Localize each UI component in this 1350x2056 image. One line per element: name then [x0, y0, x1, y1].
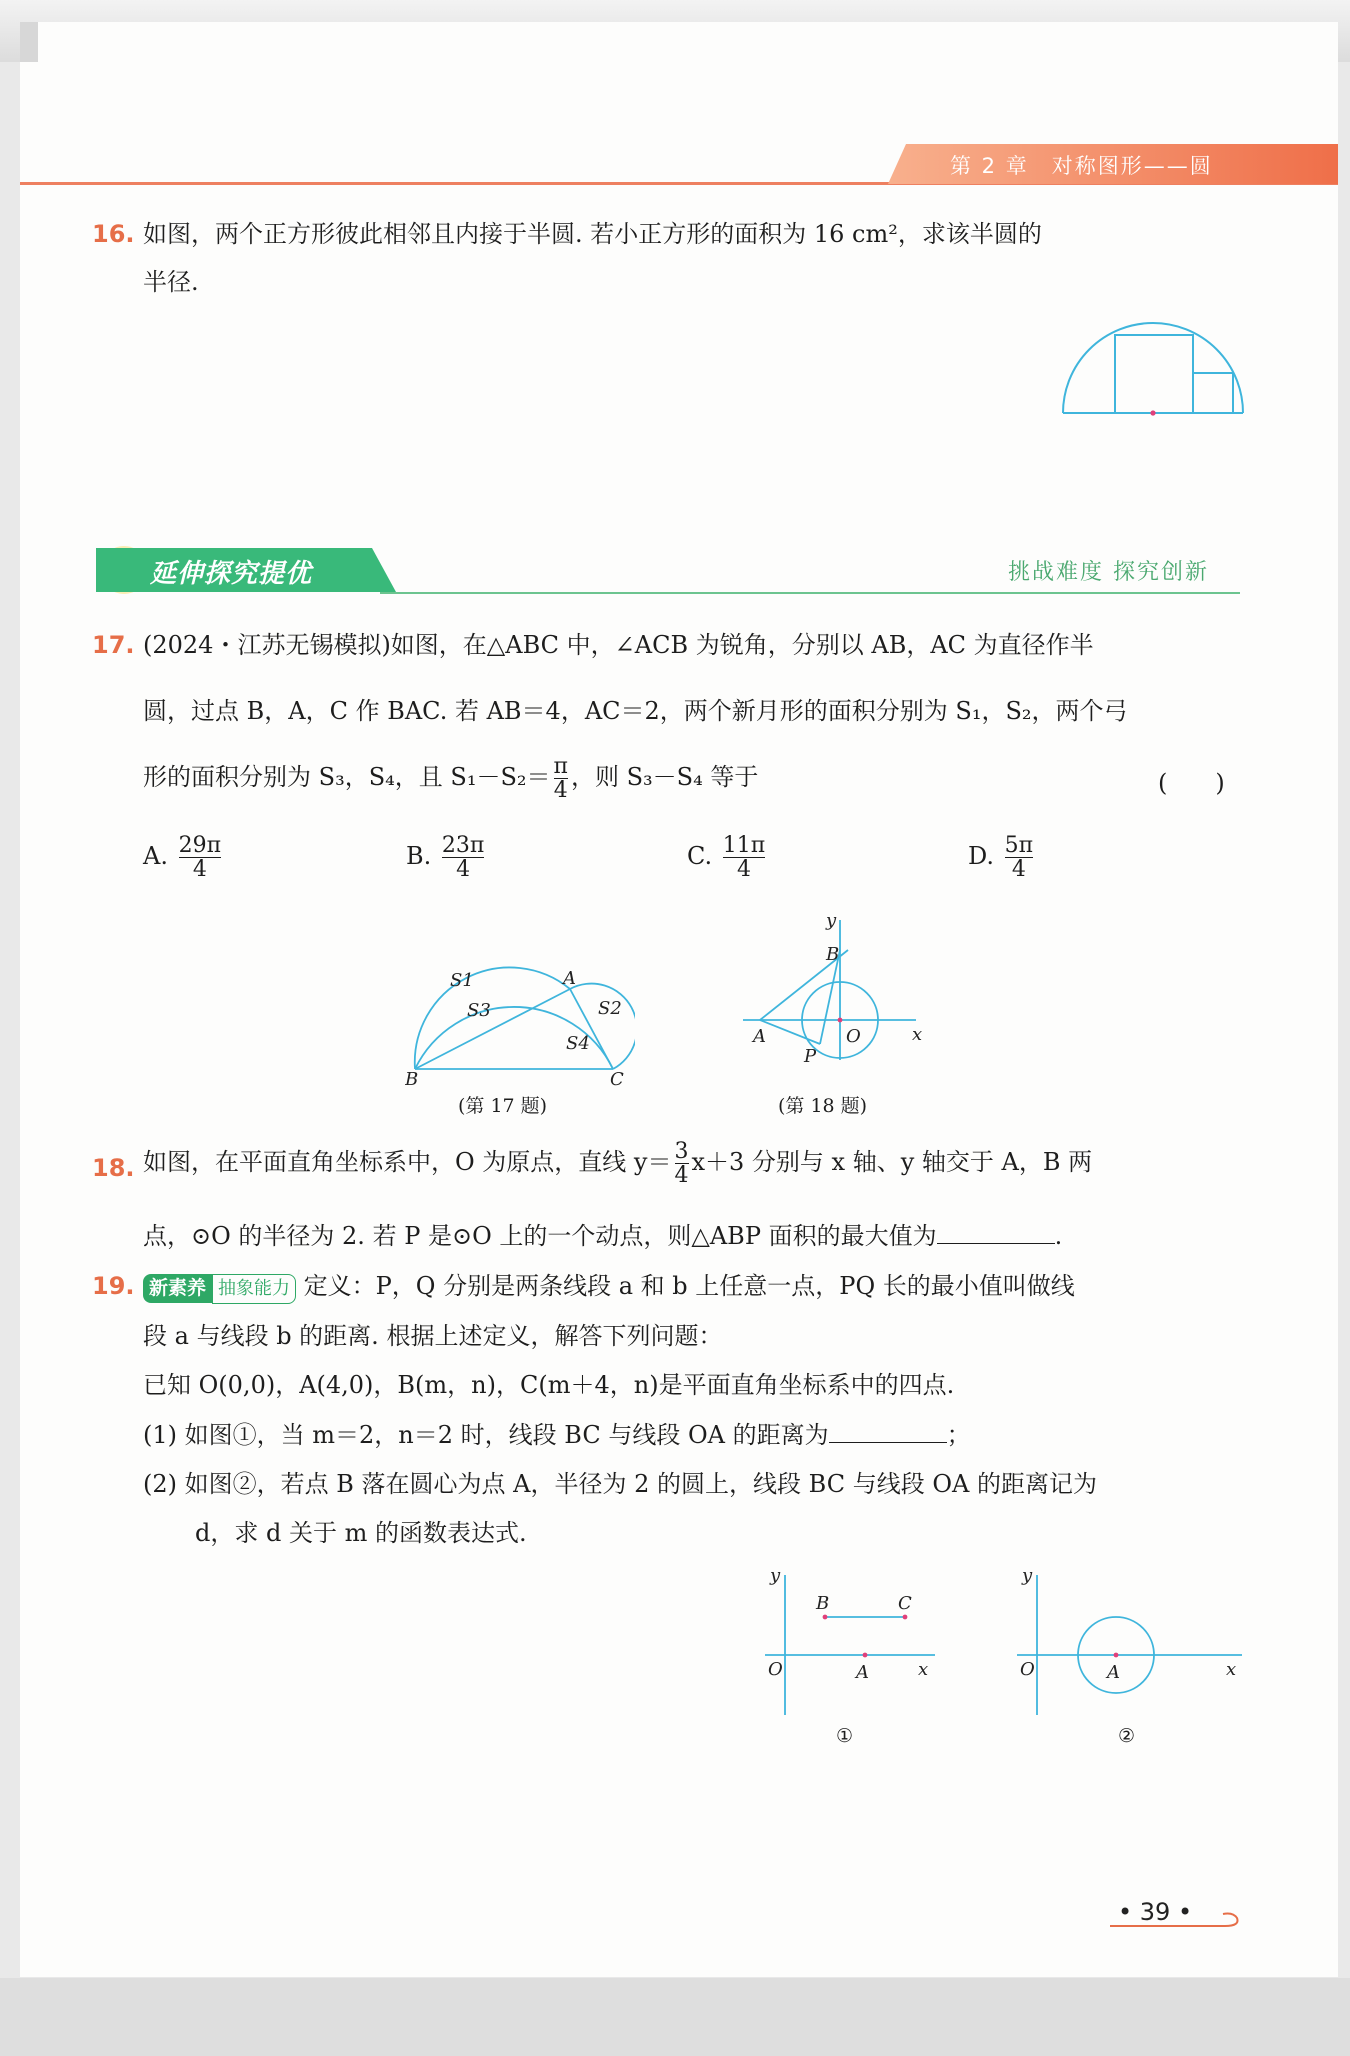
question-19-number: 19.: [92, 1272, 135, 1300]
option-b-num: 23π: [441, 833, 485, 858]
label-c: C: [898, 1593, 912, 1614]
bottom-margin-band: [0, 1978, 1350, 2056]
question-19-line6: d，求 d 关于 m 的函数表达式.: [195, 1519, 527, 1547]
answer-blank-19[interactable]: [829, 1420, 947, 1443]
fraction-3-over-4: [675, 1140, 689, 1187]
question-18-line1-start: 如图，在平面直角坐标系中，O 为原点，直线 y＝: [143, 1148, 672, 1177]
question-19-line5: (2) 如图②，若点 B 落在圆心为点 A，半径为 2 的圆上，线段 BC 与线段 OA 的距离记为: [143, 1470, 1097, 1498]
question-19-line1: [143, 1268, 1075, 1305]
figure-19-1-caption: ①: [836, 1725, 854, 1747]
fraction-numerator: 3: [674, 1139, 689, 1164]
arc-ac: [570, 984, 635, 1069]
question-17-line1: (2024・江苏无锡模拟)如图，在△ABC 中，∠ACB 为锐角，分别以 AB，AC 为直径作半: [143, 631, 1094, 659]
label-y: y: [826, 910, 837, 931]
option-d[interactable]: [968, 834, 1036, 881]
label-b: B: [816, 1593, 830, 1614]
segment-ap: [760, 1020, 820, 1044]
page-number: • 39 •: [1118, 1898, 1193, 1926]
question-16-figure: [1055, 318, 1250, 418]
figure-19-1: [760, 1565, 940, 1725]
center-point: [1150, 410, 1155, 415]
option-b[interactable]: [406, 834, 487, 881]
label-a: A: [563, 968, 576, 989]
label-s4: S4: [566, 1033, 590, 1054]
answer-blank-18[interactable]: [937, 1221, 1055, 1244]
option-a-label: A.: [143, 842, 168, 871]
answer-parentheses: ( ): [1158, 769, 1225, 797]
figure-17-caption: (第 17 题): [458, 1095, 548, 1117]
question-16-line1: 如图，两个正方形彼此相邻且内接于半圆. 若小正方形的面积为 16 cm²，求该半圆的: [143, 220, 1042, 248]
section-title: 延伸探究提优: [150, 559, 313, 589]
point-c: [903, 1615, 908, 1620]
page-edge-shadow: [20, 22, 38, 62]
figure-18: [738, 910, 938, 1070]
option-a-den: 4: [179, 857, 221, 881]
fraction-denominator: 4: [674, 1163, 689, 1189]
label-p: P: [804, 1046, 817, 1067]
large-square: [1115, 335, 1193, 413]
option-d-fraction: [1005, 834, 1033, 881]
option-c-fraction: [723, 834, 765, 881]
badge-abstraction: 抽象能力: [212, 1274, 296, 1304]
label-s1: S1: [450, 970, 474, 991]
label-x: x: [912, 1024, 923, 1045]
question-19-line2: 段 a 与线段 b 的距离. 根据上述定义，解答下列问题：: [143, 1322, 723, 1350]
badge-new-literacy: 新素养: [143, 1274, 212, 1303]
question-19-part1-end: ；: [946, 1421, 971, 1449]
question-17-line3-start: 形的面积分别为 S₃，S₄，且 S₁－S₂＝: [143, 763, 551, 792]
label-o: O: [846, 1026, 861, 1047]
arc-ab: [415, 967, 570, 1069]
option-d-den: 4: [1005, 857, 1033, 881]
label-x: x: [918, 1659, 929, 1680]
figure-18-caption: (第 18 题): [778, 1095, 868, 1117]
figure-19-2-caption: ②: [1118, 1725, 1136, 1747]
label-y: y: [770, 1565, 781, 1586]
question-19-line4: [143, 1417, 971, 1454]
section-rule: [380, 592, 1240, 594]
option-c-num: 11π: [722, 833, 766, 858]
point-a: [863, 1653, 868, 1658]
fraction-numerator: π: [553, 754, 568, 779]
question-18-line2-end: .: [1054, 1222, 1063, 1250]
option-d-label: D.: [968, 842, 995, 871]
option-a-num: 29π: [178, 833, 222, 858]
question-16-line2: 半径.: [143, 268, 199, 296]
question-18-line2: [143, 1218, 1062, 1255]
option-a-fraction: [179, 834, 221, 881]
label-b: B: [826, 944, 840, 965]
label-s3: S3: [467, 1000, 491, 1021]
figure-17: [405, 948, 635, 1088]
label-b: B: [405, 1069, 419, 1088]
option-c-label: C.: [687, 842, 713, 871]
question-17-line3: [143, 755, 758, 802]
semicircle-arc: [1063, 323, 1243, 413]
label-y: y: [1022, 1565, 1033, 1586]
label-o: O: [1020, 1659, 1035, 1680]
question-17-number: 17.: [92, 631, 135, 659]
option-c-den: 4: [723, 857, 765, 881]
figure-19-2: [1012, 1565, 1252, 1725]
question-16-number: 16.: [92, 220, 135, 248]
label-a: A: [1107, 1662, 1120, 1683]
label-c: C: [610, 1069, 624, 1088]
question-18-line1-end: x＋3 分别与 x 轴、y 轴交于 A，B 两: [691, 1148, 1093, 1177]
small-square: [1193, 373, 1233, 413]
option-b-label: B.: [406, 842, 432, 871]
question-18-line2-text: 点，⊙O 的半径为 2. 若 P 是⊙O 上的一个动点，则△ABP 面积的最大值为: [143, 1222, 937, 1250]
fraction-pi-over-4: [554, 755, 568, 802]
label-o: O: [768, 1659, 783, 1680]
chapter-title: 第 2 章 对称图形——圆: [950, 154, 1213, 178]
option-a[interactable]: [143, 834, 224, 881]
option-b-fraction: [442, 834, 484, 881]
option-c[interactable]: [687, 834, 768, 881]
question-18-number: 18.: [92, 1154, 135, 1182]
question-17-line2: 圆，过点 B，A，C 作 BAC. 若 AB＝4，AC＝2，两个新月形的面积分别为 S₁，S₂，两个弓: [143, 697, 1128, 725]
point-b: [823, 1615, 828, 1620]
origin-point: [838, 1018, 843, 1023]
question-19-line3: 已知 O(0,0)，A(4,0)，B(m，n)，C(m＋4，n)是平面直角坐标系中的四点.: [143, 1371, 955, 1399]
point-a: [1114, 1653, 1119, 1658]
option-b-den: 4: [442, 857, 484, 881]
question-19-part1-text: (1) 如图①，当 m＝2，n＝2 时，线段 BC 与线段 OA 的距离为: [143, 1421, 829, 1449]
question-19-line1-text: 定义：P，Q 分别是两条线段 a 和 b 上任意一点，PQ 长的最小值叫做线: [303, 1272, 1075, 1300]
fraction-denominator: 4: [553, 778, 568, 804]
question-17-line3-end: ，则 S₃－S₄ 等于: [570, 763, 759, 792]
label-x: x: [1226, 1659, 1237, 1680]
page-number-swoosh-icon: [1105, 1912, 1245, 1932]
question-18-line1: [143, 1140, 1092, 1187]
option-d-num: 5π: [1004, 833, 1034, 858]
section-subtitle: 挑战难度 探究创新: [1008, 560, 1209, 585]
label-a: A: [856, 1662, 869, 1683]
label-a: A: [753, 1026, 766, 1047]
label-s2: S2: [598, 998, 622, 1019]
